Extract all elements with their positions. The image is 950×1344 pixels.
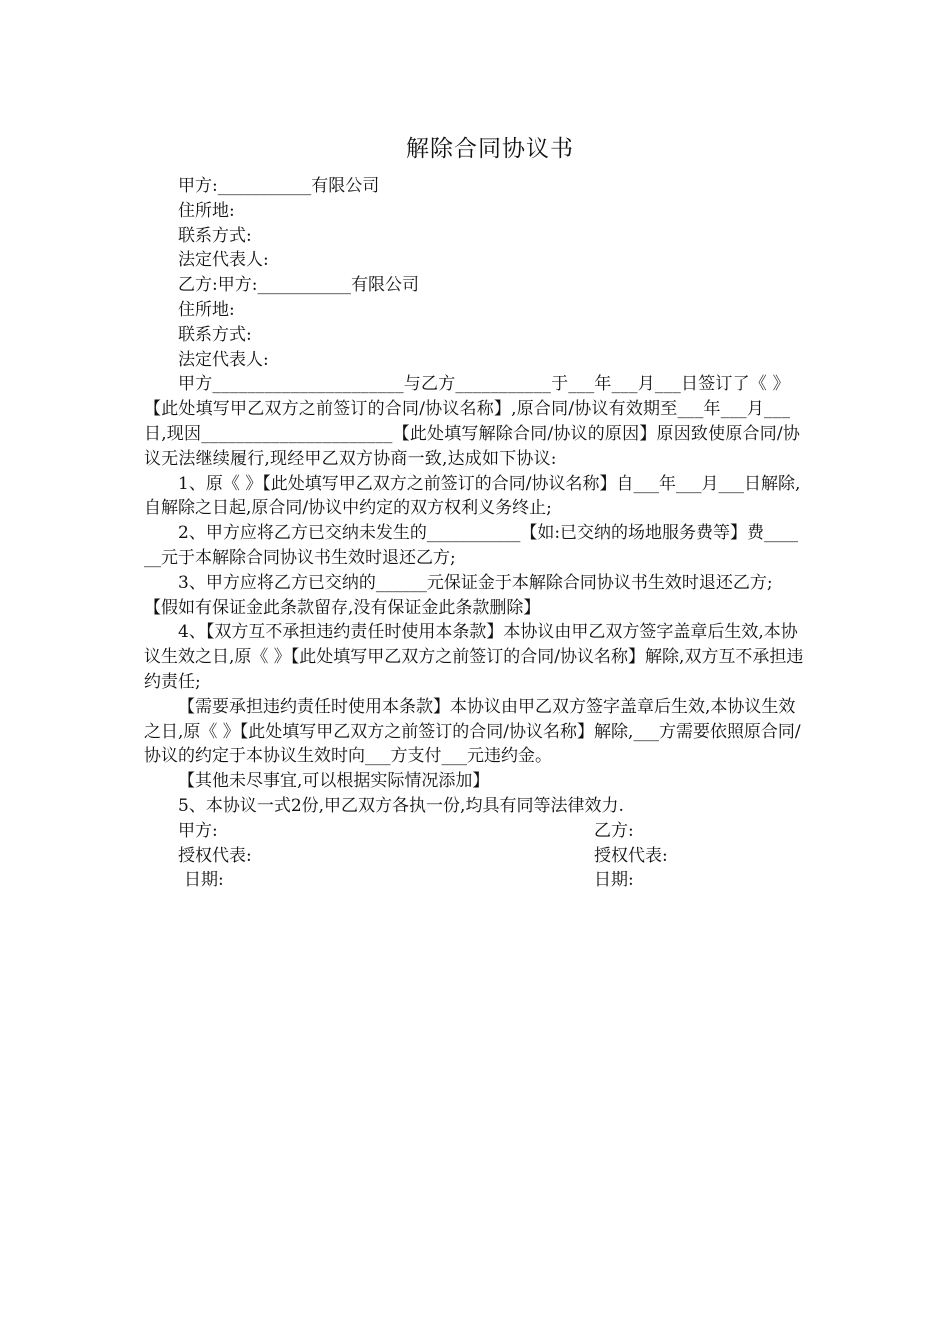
party-b-signature-label: 乙方:	[594, 820, 634, 841]
clause-2: 2、甲方应将乙方已交纳未发生的___________【如:已交纳的场地服务费等】费______元于本解除合同协议书生效时退还乙方;	[144, 523, 799, 568]
clause-3: 3、甲方应将乙方已交纳的______元保证金于本解除合同协议书生效时退还乙方;【假如有保证金此条款留存,没有保证金此条款删除】	[144, 572, 773, 618]
party-a-contact: 联系方式:	[178, 225, 252, 246]
party-b-rep: 法定代表人:	[178, 349, 269, 370]
intro-paragraph: 甲方______________________与乙方___________于___年___月___日签订了《 》【此处填写甲乙双方之前签订的合同/协议名称】,原合同/协议有效期至___年___月___日,现因______________________【此处填写解除合同/协议的原因】原因致使原合同/协议无法继续履行,现经甲乙双方协商一致,达成如下协议:	[144, 374, 801, 469]
document-title: 解除合同协议书	[406, 136, 574, 162]
party-a-date-label: 日期:	[184, 870, 224, 891]
clause-5: 5、本协议一式2份,甲乙双方各执一份,均具有同等法律效力.	[178, 795, 624, 816]
party-a-name: 甲方:___________有限公司	[178, 176, 380, 196]
party-a-signature-label: 甲方:	[178, 820, 218, 841]
party-a-rep: 法定代表人:	[178, 250, 269, 271]
party-a-auth-label: 授权代表:	[178, 845, 252, 866]
clause-4: 4、【双方互不承担违约责任时使用本条款】本协议由甲乙双方签字盖章后生效,本协议生效之日,原《 》【此处填写甲乙双方之前签订的合同/协议名称】解除,双方互不承担违约责任;	[144, 622, 804, 692]
signature-date-row	[144, 868, 804, 893]
signature-party-row	[144, 819, 804, 844]
party-b-contact: 联系方式:	[178, 324, 252, 345]
party-b-auth-label: 授权代表:	[594, 845, 668, 866]
signature-auth-row	[144, 844, 804, 869]
party-b-date-label: 日期:	[594, 870, 634, 891]
clause-1: 1、原《 》【此处填写甲乙双方之前签订的合同/协议名称】自___年___月___日解除,自解除之日起,原合同/协议中约定的双方权利义务终止;	[144, 473, 801, 519]
party-b-name: 乙方:甲方:___________有限公司	[178, 275, 419, 296]
document-body	[144, 174, 804, 893]
party-b-address: 住所地:	[178, 299, 235, 320]
other-matters-note: 【其他未尽事宜,可以根据实际情况添加】	[178, 771, 490, 792]
clause-4-alternative: 【需要承担违约责任时使用本条款】本协议由甲乙双方签字盖章后生效,本协议生效之日,原《 》【此处填写甲乙双方之前签订的合同/协议名称】解除,___方需要依照原合同/协议的约定于本协议生效时向___方支付___元违约金。	[144, 696, 801, 767]
party-a-address: 住所地:	[178, 200, 235, 221]
